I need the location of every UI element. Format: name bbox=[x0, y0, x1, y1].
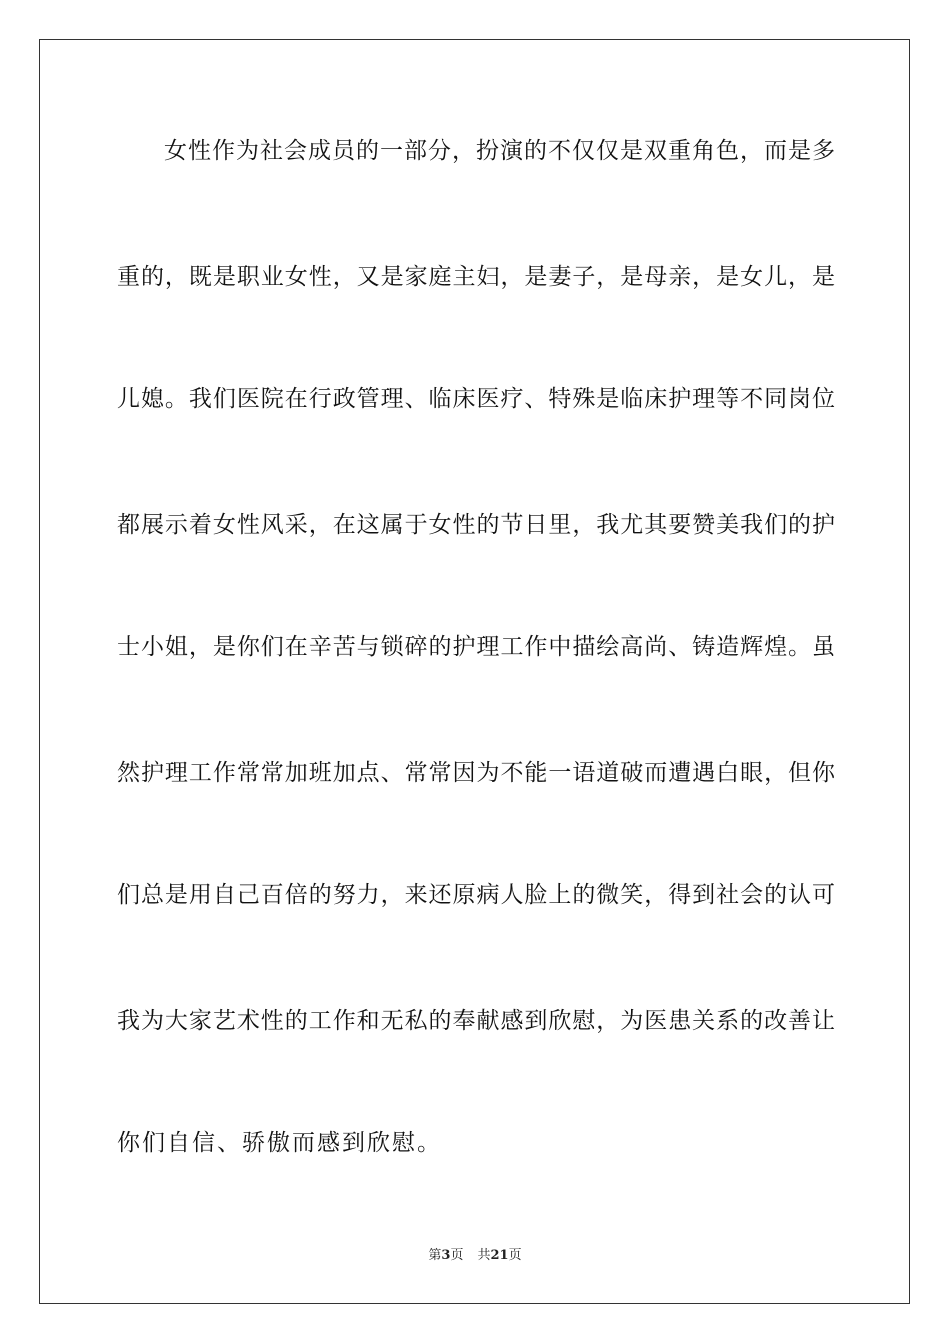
paragraph-line-6: 然护理工作常常加班加点、常常因为不能一语道破而遭遇白眼，但你 bbox=[117, 760, 835, 786]
paragraph-line-7: 们总是用自己百倍的努力，来还原病人脸上的微笑，得到社会的认可 bbox=[117, 882, 835, 908]
paragraph-line-9: 你们自信、骄傲而感到欣慰。 bbox=[117, 1130, 442, 1156]
paragraph-line-4: 都展示着女性风采，在这属于女性的节日里，我尤其要赞美我们的护 bbox=[117, 512, 835, 538]
paragraph-line-2: 重的，既是职业女性，又是家庭主妇，是妻子，是母亲，是女儿，是 bbox=[117, 264, 835, 290]
footer-total-suffix: 页 bbox=[508, 1248, 522, 1263]
paragraph-line-5: 士小姐，是你们在辛苦与锁碎的护理工作中描绘高尚、铸造辉煌。虽 bbox=[117, 634, 835, 660]
paragraph-line-3: 儿媳。我们医院在行政管理、临床医疗、特殊是临床护理等不同岗位 bbox=[117, 386, 835, 412]
footer-total-prefix: 共 bbox=[477, 1248, 491, 1263]
paragraph-line-8: 我为大家艺术性的工作和无私的奉献感到欣慰，为医患关系的改善让 bbox=[117, 1008, 835, 1034]
footer-page-suffix: 页 bbox=[450, 1248, 464, 1263]
footer-page-number: 3 bbox=[441, 1248, 451, 1263]
footer-total-pages: 21 bbox=[490, 1248, 509, 1263]
page-footer bbox=[0, 1247, 950, 1265]
footer-page-prefix: 第 bbox=[428, 1248, 442, 1263]
paragraph-line-1: 女性作为社会成员的一部分，扮演的不仅仅是双重角色，而是多 bbox=[164, 138, 835, 164]
page-border bbox=[39, 39, 910, 1304]
